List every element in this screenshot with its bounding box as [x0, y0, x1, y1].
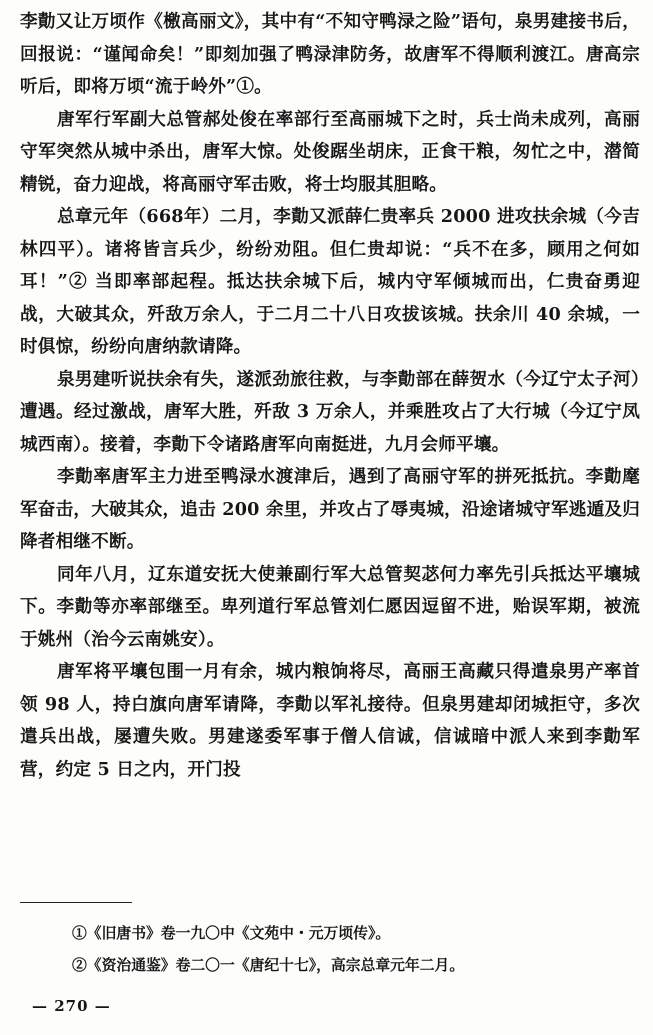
paragraph-5: 李勣率唐军主力进至鸭渌水渡津后，遇到了高丽守军的拼死抵抗。李勣麾军奋击，大破其众，追击 200 余里，并攻占了辱夷城，沿途诸城守军逃遁及归降者相继不断。	[20, 466, 640, 552]
paragraph-6: 同年八月，辽东道安抚大使兼副行军大总管契苾何力率先引兵抵达平壤城下。李勣等亦率部继至。卑列道行军总管刘仁愿因逗留不进，贻误军期，被流于姚州（治今云南姚安）。	[20, 563, 640, 650]
page-number: — 270 —	[32, 997, 111, 1015]
paragraph-4: 泉男建听说扶余有失，遂派劲旅往救，与李勣部在薛贺水（今辽宁太子河）遭遇。经过激战，唐军大胜，歼敌 3 万余人，并乘胜攻占了大行城（今辽宁凤城西南）。接着，李勣下令诸路唐军向南挺进，九月会师平壤。	[20, 368, 640, 455]
footnote-2: ②《资治通鉴》卷二〇一《唐纪十七》，高宗总章元年二月。	[72, 957, 465, 974]
paragraph-3: 总章元年（668年）二月，李勣又派薛仁贵率兵 2000 进攻扶余城（今吉林四平）。诸将皆言兵少，纷纷劝阻。但仁贵却说：“兵不在多，顾用之何如耳！”② 当即率部起程。抵达扶余城下后，城内守军倾城而出，仁贵奋勇迎战，大破其众，歼敌万余人，于二月二十八日攻拔该城。扶余川 40 余城，一时俱惊，纷纷向唐纳款请降。	[20, 206, 640, 357]
footnote-divider	[20, 902, 132, 903]
footnote-1: ①《旧唐书》卷一九〇中《文苑中・元万顷传》。	[72, 925, 391, 942]
body-text	[20, 6, 640, 786]
paragraph-7: 唐军将平壤包围一月有余，城内粮饷将尽，高丽王高藏只得遣泉男产率首领 98 人，持白旗向唐军请降，李勣以军礼接待。但泉男建却闭城拒守，多次遣兵出战，屡遭失败。男建遂委军事于僧人信诚，信诚暗中派人来到李勣军营，约定 5 日之内，开门投	[20, 661, 640, 780]
paragraph-2: 唐军行军副大总管郝处俊在率部行至高丽城下之时，兵士尚未成列，高丽守军突然从城中杀出，唐军大惊。处俊踞坐胡床，正食干粮，匆忙之中，潜简精锐，奋力迎战，将高丽守军击败，将士均服其胆略。	[20, 108, 640, 195]
paragraph-1: 李勣又让万顷作《檄高丽文》，其中有“不知守鸭渌之险”语句，泉男建接书后，回报说：“谨闻命矣！”即刻加强了鸭渌津防务，故唐军不得顺利渡江。唐高宗听后，即将万顷“流于岭外”①。	[20, 11, 640, 97]
footnotes	[72, 918, 632, 982]
